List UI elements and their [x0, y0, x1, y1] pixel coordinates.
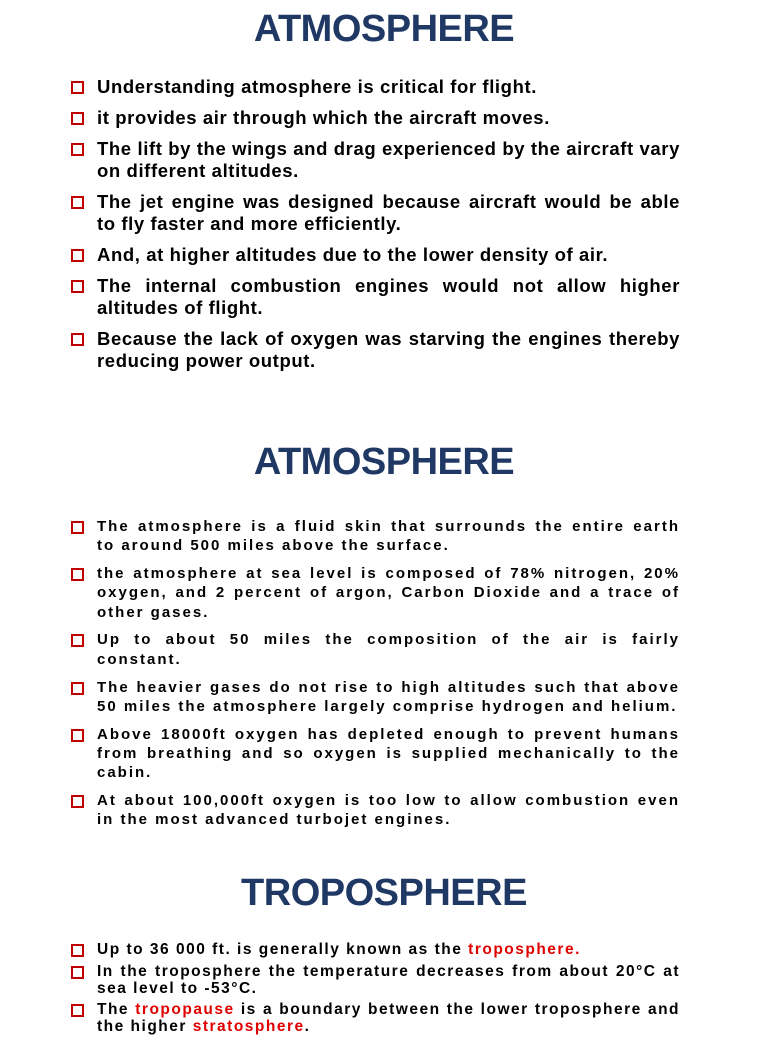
list-item: At about 100,000ft oxygen is too low to allow combustion even in the most advanced turbojet engines. [70, 791, 680, 830]
list-item: The heavier gases do not rise to high altitudes such that above 50 miles the atmosphere largely comprise hydrogen and helium. [70, 678, 680, 717]
list-item: the atmosphere at sea level is composed of 78% nitrogen, 20% oxygen, and 2 percent of argon, Carbon Dioxide and a trace of other gases. [70, 564, 680, 622]
bullet-list [0, 517, 768, 830]
highlight-term: tropopause [135, 1001, 235, 1018]
list-item: The tropopause is a boundary between the lower troposphere and the higher stratosphere. [70, 1001, 680, 1035]
square-bullet-icon [71, 729, 84, 742]
list-item: The internal combustion engines would not allow higher altitudes of flight. [70, 275, 680, 319]
square-bullet-icon [71, 249, 84, 262]
list-item: And, at higher altitudes due to the lower density of air. [70, 244, 680, 266]
list-item: Up to about 50 miles the composition of the air is fairly constant. [70, 630, 680, 669]
list-item: The lift by the wings and drag experienced by the aircraft vary on different altitudes. [70, 138, 680, 182]
slide-atmosphere-1 [0, 0, 768, 381]
square-bullet-icon [71, 521, 84, 534]
highlight-term: troposphere. [468, 941, 581, 958]
square-bullet-icon [71, 196, 84, 209]
list-item: Because the lack of oxygen was starving the engines thereby reducing power output. [70, 328, 680, 372]
bullet-list [0, 76, 768, 372]
list-item: In the troposphere the temperature decreases from about 20°C at sea level to -53°C. [70, 963, 680, 997]
slide-title: TROPOSPHERE [241, 872, 527, 914]
list-item: Understanding atmosphere is critical for flight. [70, 76, 680, 98]
list-item: Up to 36 000 ft. is generally known as the troposphere. [70, 941, 680, 958]
square-bullet-icon [71, 143, 84, 156]
slide-troposphere [0, 874, 768, 1040]
list-item: The atmosphere is a fluid skin that surrounds the entire earth to around 500 miles above the surface. [70, 517, 680, 556]
square-bullet-icon [71, 280, 84, 293]
square-bullet-icon [71, 112, 84, 125]
square-bullet-icon [71, 333, 84, 346]
slide-atmosphere-2 [0, 443, 768, 838]
list-item: it provides air through which the aircraft moves. [70, 107, 680, 129]
square-bullet-icon [71, 795, 84, 808]
highlight-term: stratosphere [192, 1018, 305, 1035]
slide-title: ATMOSPHERE [253, 441, 515, 483]
square-bullet-icon [71, 944, 84, 957]
slide-title: ATMOSPHERE [253, 8, 515, 50]
square-bullet-icon [71, 1004, 84, 1017]
list-item: The jet engine was designed because aircraft would be able to fly faster and more efficiently. [70, 191, 680, 235]
square-bullet-icon [71, 568, 84, 581]
square-bullet-icon [71, 966, 84, 979]
square-bullet-icon [71, 634, 84, 647]
square-bullet-icon [71, 682, 84, 695]
list-item: Above 18000ft oxygen has depleted enough to prevent humans from breathing and so oxygen is supplied mechanically to the cabin. [70, 725, 680, 783]
bullet-list [0, 941, 768, 1035]
square-bullet-icon [71, 81, 84, 94]
